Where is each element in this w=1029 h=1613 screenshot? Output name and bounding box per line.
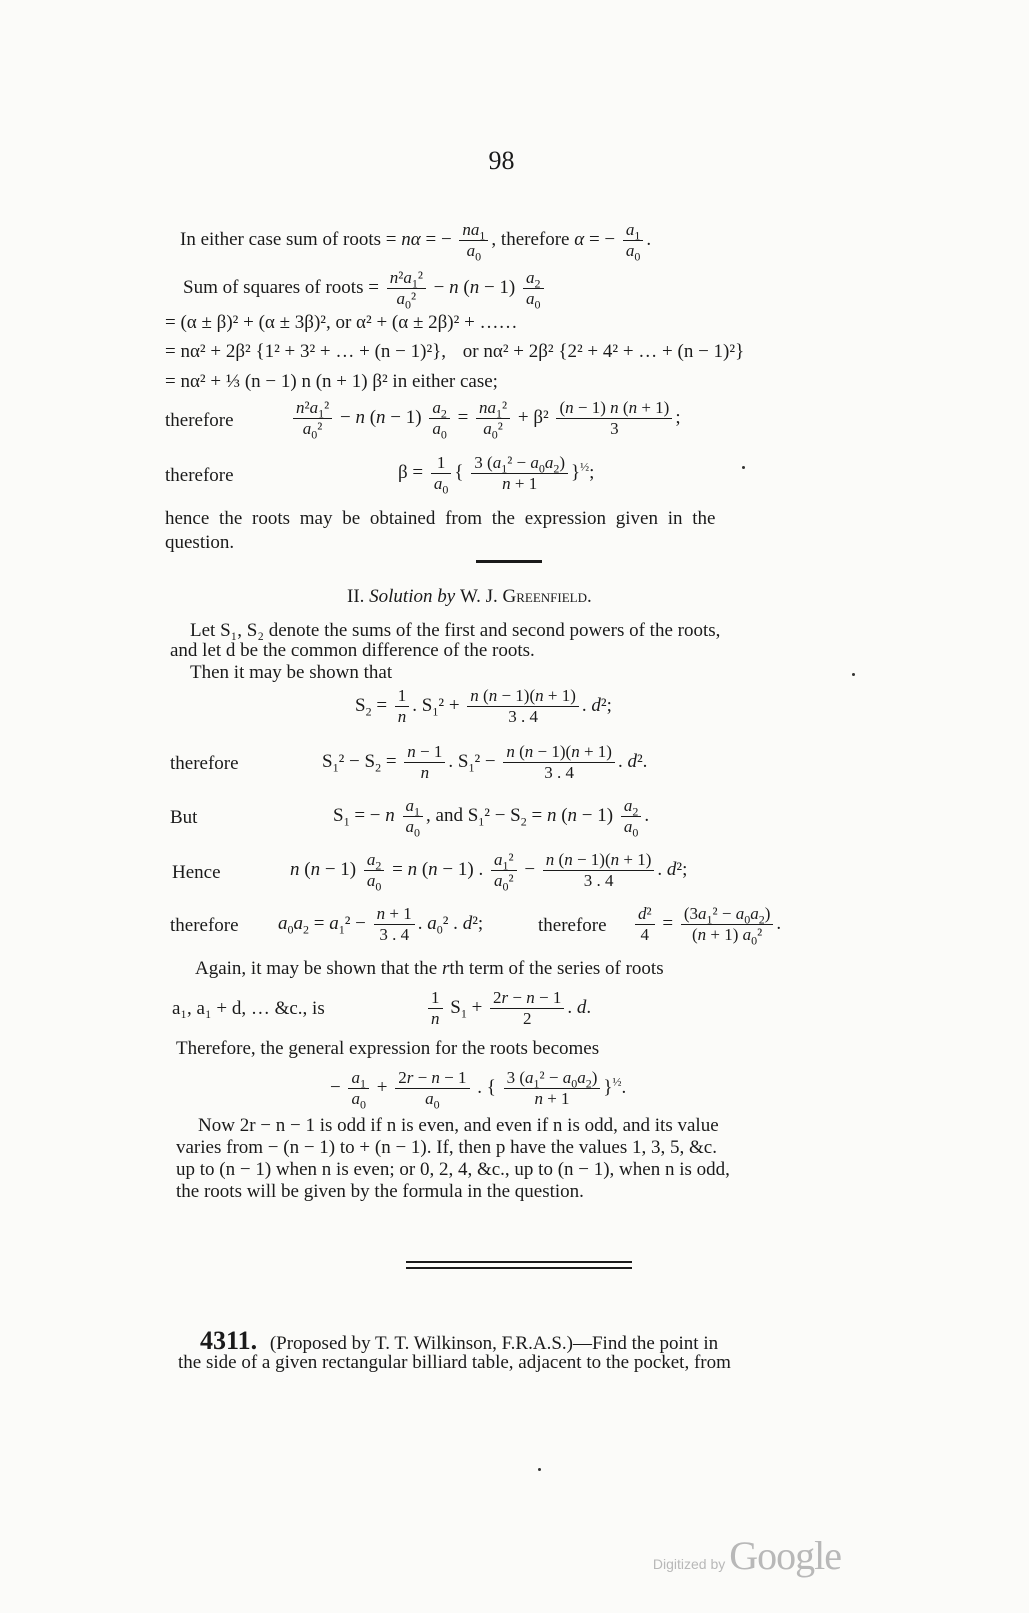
equation-display: $\frac{\text{d²}}{4}$ = $\frac{(3a_1^2 - a_0a_2)}{(n + 1) a_0^2}$ .	[632, 904, 781, 945]
equation-fraction: $\frac{1}{n}$	[428, 988, 443, 1029]
solution-heading: II. Solution by W. J. Greenfield.	[347, 586, 592, 607]
equation-fraction: $\frac{n^2a_1^2}{a_0^2}$	[387, 268, 426, 309]
equation-fraction: $\frac{a_2}{a_0}$	[523, 268, 544, 309]
equation-display: $S_1^2 - S_2$ = $\frac{n - 1}{n}$ . $S_1^2$ − $\frac{n (n - 1)(n + 1)}{3 . 4}$ . d².	[322, 742, 648, 782]
text-line: question.	[165, 532, 235, 553]
equation-display: $\frac{n^2a_1^2}{a_0^2}$ − n (n − 1) $\frac{a_2}{a_0}$ = $\frac{na_1^2}{a_0^2}$ + β² $\frac{(n - 1) n (n + 1)}{3}$ ;	[290, 398, 681, 439]
speck	[852, 673, 855, 676]
sum-of-squares-line: Sum of squares of roots = $\frac{n^2a_1^2}{a_0^2}$ − n (n − 1) $\frac{a_2}{a_0}$	[183, 268, 547, 309]
equation-fraction: $\frac{(n - 1) n (n + 1)}{3}$	[556, 398, 672, 439]
equation-fraction: $\frac{na_1}{a_0}$	[459, 220, 488, 261]
equation-fraction: $\frac{a_1^2}{a_0^2}$	[491, 850, 517, 891]
equation-fraction: $\frac{n^2a_1^2}{a_0^2}$	[293, 398, 332, 439]
speck	[538, 1468, 541, 1471]
equation-fraction: $\frac{a_1}{a_0}$	[623, 220, 644, 261]
text-line: Again, it may be shown that the rth term of the series of roots	[195, 958, 664, 979]
equation-fraction: $\frac{na_1^2}{a_0^2}$	[476, 398, 510, 439]
label-therefore: therefore	[170, 753, 239, 774]
equation-fraction: $\frac{1}{a_0}$	[431, 453, 452, 494]
equation-display: $\frac{1}{n}$ $S_1$ + $\frac{2r - n - 1}{2}$ . d.	[425, 988, 591, 1029]
equation-fraction: $\frac{a_2}{a_0}$	[621, 796, 642, 837]
equation-fraction: $\frac{a_2}{a_0}$	[429, 398, 450, 439]
equation-fraction: $\frac{2r - n - 1}{a_0}$	[395, 1068, 469, 1109]
equation-display: $S_2$ = $\frac{1}{n}$ . $S_1^2$ + $\frac{n (n - 1)(n + 1)}{3 . 4}$ . d²;	[355, 686, 612, 726]
label-therefore: therefore	[165, 410, 234, 431]
equation-fraction: $\frac{n + 1}{3 . 4}$	[374, 904, 415, 945]
label-therefore: therefore	[170, 915, 239, 936]
equation-fraction: $\frac{\text{d²}}{4}$	[635, 904, 655, 945]
equation-display: n (n − 1) $\frac{a_2}{a_0}$ = n (n − 1) . $\frac{a_1^2}{a_0^2}$ − $\frac{n (n - 1)(n + 1)}{3 . 4}$ . d²;	[290, 850, 688, 894]
equation-fraction: $\frac{2r - n - 1}{2}$	[490, 988, 564, 1029]
equation-fraction: $\frac{3 (a_1^2 - a_0a_2)}{n + 1}$	[504, 1068, 601, 1109]
roots-formula: − $\frac{a_1}{a_0}$ + $\frac{2r - n - 1}{a_0}$ . { $\frac{3 (a_1^2 - a_0a_2)}{n + 1}$ }$^{\frac{1}{2}}$.	[330, 1068, 627, 1112]
question-number: 4311.	[200, 1326, 258, 1355]
section-divider	[476, 560, 542, 563]
text-line: and let d be the common difference of the roots.	[170, 640, 535, 661]
equation-fraction: $\frac{(3a_1^2 - a_0a_2)}{(n + 1) a_0^2}$	[681, 904, 774, 945]
series-line: a₁, a₁ + d, … &c., is	[172, 998, 325, 1019]
question-4311-line1: 4311. (Proposed by T. T. Wilkinson, F.R.A.S.)—Find the point in	[200, 1326, 719, 1355]
beta-formula: β = $\frac{1}{a_0}$ { $\frac{3 (a_1^2 - a_0a_2)}{n + 1}$ }$^{\frac{1}{2}}$;	[398, 453, 595, 497]
double-rule-bottom	[406, 1267, 632, 1269]
equation-fraction: $\frac{a_1}{a_0}$	[403, 796, 424, 837]
equation-fraction: $\frac{1}{n}$	[395, 686, 410, 727]
equation-fraction: $\frac{n - 1}{n}$	[404, 742, 445, 783]
equation-line: = nα² + 2β² {1² + 3² + … + (n − 1)²}, or nα² + 2β² {2² + 4² + … + (n − 1)²}	[165, 341, 745, 362]
equation-fraction: $\frac{a_2}{a_0}$	[364, 850, 385, 891]
text-line: hence the roots may be obtained from the expression given in the	[165, 508, 716, 529]
text-line: varies from − (n − 1) to + (n − 1). If, then p have the values 1, 3, 5, &c.	[176, 1137, 717, 1158]
text-line: up to (n − 1) when n is even; or 0, 2, 4, &c., up to (n − 1), when n is odd,	[176, 1159, 730, 1180]
text-line: Now 2r − n − 1 is odd if n is even, and even if n is odd, and its value	[198, 1115, 719, 1136]
double-rule-top	[406, 1261, 632, 1263]
equation-fraction: $\frac{3 (a_1^2 - a_0a_2)}{n + 1}$	[471, 453, 568, 494]
equation-display: $a_0a_2 = a_1^2$ − $\frac{n + 1}{3 . 4}$ . $a_0^2$ . d²;	[278, 904, 484, 944]
equation-line: = nα² + ⅓ (n − 1) n (n + 1) β² in either case;	[165, 371, 498, 392]
text-line: Then it may be shown that	[190, 662, 393, 683]
question-4311-line2: the side of a given rectangular billiard table, adjacent to the pocket, from	[178, 1352, 731, 1373]
label-hence: Hence	[172, 862, 221, 883]
equation-fraction: $\frac{n (n - 1)(n + 1)}{3 . 4}$	[503, 742, 615, 783]
text-line: Let S₁, S₂ denote the sums of the first and second powers of the roots,	[190, 620, 721, 641]
equation-line: = (α ± β)² + (α ± 3β)², or α² + (α ± 2β)² + ……	[165, 312, 518, 333]
google-logo: Google	[729, 1533, 841, 1578]
equation-fraction: $\frac{n (n - 1)(n + 1)}{3 . 4}$	[543, 850, 655, 891]
text-line: the roots will be given by the formula in the question.	[176, 1181, 584, 1202]
sum-of-roots-line: In either case sum of roots = nα = − $\frac{na_1}{a_0}$ , therefore α = − $\frac{a_1}{a_0}$ .	[180, 220, 652, 264]
label-therefore: therefore	[165, 465, 234, 486]
page-number: 98	[488, 146, 515, 175]
google-watermark: Digitized by Google	[652, 1533, 841, 1578]
equation-fraction: $\frac{a_1}{a_0}$	[348, 1068, 369, 1109]
speck	[742, 466, 745, 469]
equation-display: $S_1$ = − n $\frac{a_1}{a_0}$ , and $S_1^2 - S_2 = n$ (n − 1) $\frac{a_2}{a_0}$ .	[333, 796, 650, 840]
label-therefore: therefore	[538, 915, 607, 936]
text-line: Therefore, the general expression for the roots becomes	[176, 1038, 600, 1059]
equation-fraction: $\frac{n (n - 1)(n + 1)}{3 . 4}$	[467, 686, 579, 727]
label-but: But	[170, 807, 198, 828]
